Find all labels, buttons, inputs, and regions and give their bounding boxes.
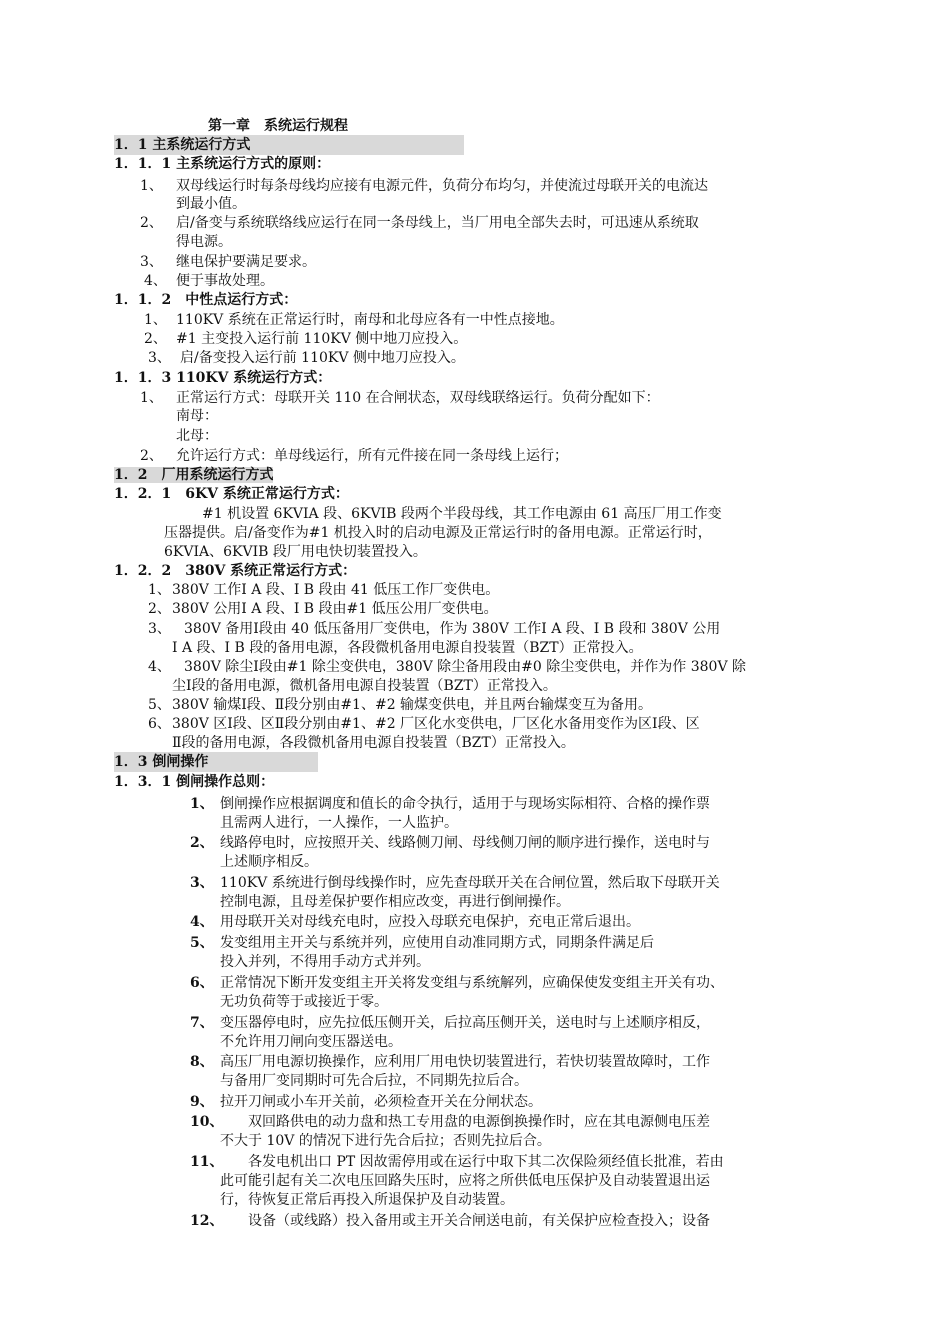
list-item-text: 线路停电时，应按照开关、线路侧刀闸、母线侧刀闸的顺序进行操作，送电时与: [220, 835, 710, 851]
list-item-number: 3、: [148, 350, 171, 366]
list-item-number: 1、: [190, 796, 214, 812]
list-item-text: 不大于 10V 的情况下进行先合后拉；否则先拉后合。: [220, 1133, 551, 1149]
list-item-text: 倒闸操作应根据调度和值长的命令执行，适用于与现场实际相符、合格的操作票: [220, 796, 710, 812]
list-item-number: 1、: [140, 390, 163, 406]
list-item-number: 4、: [190, 914, 214, 930]
list-item-number: 1、: [140, 178, 163, 194]
list-item-number: 3、: [140, 254, 163, 270]
list-item-number: 10、: [190, 1114, 224, 1130]
list-item-number: 3、: [148, 621, 171, 637]
list-item-number: 5、: [190, 935, 214, 951]
subsection-heading-1-1-3: 1．1．3 110KV 系统运行方式：: [114, 370, 332, 386]
subsection-heading-1-1-1: 1．1．1 主系统运行方式的原则：: [114, 156, 331, 172]
section-heading-1-2: [114, 465, 273, 485]
list-item-text: 控制电源，且母差保护要作相应改变，再进行倒闸操作。: [220, 894, 570, 910]
list-item-number: 4、: [148, 659, 171, 675]
list-item-number: 2、: [140, 215, 163, 231]
section-heading-text: 1．2 厂用系统运行方式: [114, 467, 274, 483]
list-item-number: 2、: [148, 601, 171, 617]
list-item-text: 启/备变投入运行前 110KV 侧中地刀应投入。: [180, 350, 465, 366]
list-item-text: 380V 除尘Ⅰ段由#1 除尘变供电，380V 除尘备用段由#0 除尘变供电，并作为作 380V 除: [184, 659, 747, 675]
list-item-number: 11、: [190, 1154, 224, 1170]
list-item-text: 拉开刀闸或小车开关前，必须检查开关在分闸状态。: [220, 1094, 542, 1110]
list-item-text: Ⅰ A 段、Ⅰ B 段的备用电源，各段微机备用电源自投装置（BZT）正常投入。: [172, 640, 643, 656]
list-item-number: 2、: [190, 835, 214, 851]
list-item-text: 继电保护要满足要求。: [176, 254, 316, 270]
list-item-text: 110KV 系统在正常运行时，南母和北母应各有一中性点接地。: [176, 312, 564, 328]
list-item-number: 6、: [190, 975, 214, 991]
list-item-number: 2、: [140, 448, 163, 464]
list-item-subtext: 南母：: [176, 408, 218, 424]
list-item-number: 8、: [190, 1054, 214, 1070]
list-item-number: 2、: [144, 331, 167, 347]
list-item-text: 启/备变与系统联络线应运行在同一条母线上，当厂用电全部失去时，可迅速从系统取: [176, 215, 699, 231]
list-item-text: 380V 备用Ⅰ段由 40 低压备用厂变供电，作为 380V 工作Ⅰ A 段、Ⅰ B 段和 380V 公用: [184, 621, 721, 637]
list-item-text: 允许运行方式：单母线运行，所有元件接在同一条母线上运行；: [176, 448, 568, 464]
list-item-number: 1、: [144, 312, 167, 328]
list-item-number: 5、: [148, 697, 171, 713]
list-item-text: 设备（或线路）投入备用或主开关合闸送电前，有关保护应检查投入；设备: [248, 1213, 710, 1229]
list-item-subtext: 北母：: [176, 428, 218, 444]
list-item-text: #1 主变投入运行前 110KV 侧中地刀应投入。: [176, 331, 468, 347]
list-item-text: 双回路供电的动力盘和热工专用盘的电源倒换操作时，应在其电源侧电压差: [248, 1114, 710, 1130]
list-item-text: 380V 公用Ⅰ A 段、Ⅰ B 段由#1 低压公用厂变供电。: [172, 601, 498, 617]
list-item-text: 尘Ⅰ段的备用电源，微机备用电源自投装置（BZT）正常投入。: [172, 678, 557, 694]
section-heading-1-3: 1．3 倒闸操作: [114, 752, 318, 772]
list-item-text: 正常情况下断开发变组主开关将发变组与系统解列，应确保使发变组主开关有功、: [220, 975, 724, 991]
list-item-text: 无功负荷等于或接近于零。: [220, 994, 388, 1010]
list-item-text: 行，待恢复正常后再投入所退保护及自动装置。: [220, 1192, 514, 1208]
list-item-number: 4、: [144, 273, 167, 289]
list-item-text: 与备用厂变同期时可先合后拉，不同期先拉后合。: [220, 1073, 528, 1089]
subsection-heading-1-3-1: 1．3．1 倒闸操作总则：: [114, 774, 275, 790]
subsection-heading-1-1-2: 1．1．2 中性点运行方式：: [114, 292, 298, 308]
list-item-text: 投入并列，不得用手动方式并列。: [220, 954, 430, 970]
list-item-text: 到最小值。: [176, 196, 246, 212]
list-item-text: 变压器停电时，应先拉低压侧开关，后拉高压侧开关，送电时与上述顺序相反，: [220, 1015, 710, 1031]
list-item-text: 380V 工作Ⅰ A 段、Ⅰ B 段由 41 低压工作厂变供电。: [172, 582, 500, 598]
list-item-text: 高压厂用电源切换操作，应利用厂用电快切装置进行，若快切装置故障时，工作: [220, 1054, 710, 1070]
section-heading-1-1: 1．1 主系统运行方式: [114, 135, 464, 155]
list-item-text: 110KV 系统进行倒母线操作时，应先查母联开关在合闸位置，然后取下母联开关: [220, 875, 720, 891]
subsection-heading-1-2-1: 1．2．1 6KV 系统正常运行方式：: [114, 486, 349, 502]
paragraph-line: 压器提供。启/备变作为#1 机投入时的启动电源及正常运行时的备用电源。正常运行时，: [164, 525, 712, 541]
list-item-text: 380V 输煤Ⅰ段、Ⅱ段分别由#1、#2 输煤变供电，并且两台输煤变互为备用。: [172, 697, 653, 713]
list-item-text: 得电源。: [176, 234, 232, 250]
list-item-number: 7、: [190, 1015, 214, 1031]
list-item-text: 此可能引起有关二次电压回路失压时，应将之所供低电压保护及自动装置退出运: [220, 1173, 710, 1189]
paragraph-line: 6KVⅠA、6KVⅠB 段厂用电快切装置投入。: [164, 544, 427, 560]
list-item-number: 3、: [190, 875, 214, 891]
list-item-text: 不允许用刀闸向变压器送电。: [220, 1034, 402, 1050]
list-item-text: 发变组用主开关与系统并列，应使用自动准同期方式，同期条件满足后: [220, 935, 654, 951]
paragraph-line: #1 机设置 6KVⅠA 段、6KVⅠB 段两个半段母线，其工作电源由 61 高压厂用工作变: [202, 506, 722, 522]
list-item-text: 380V 区Ⅰ段、区Ⅱ段分别由#1、#2 厂区化水变供电，厂区化水备用变作为区Ⅰ段、区: [172, 716, 700, 732]
list-item-text: 上述顺序相反。: [220, 854, 318, 870]
list-item-number: 1、: [148, 582, 171, 598]
list-item-number: 9、: [190, 1094, 214, 1110]
list-item-text: 各发电机出口 PT 因故需停用或在运行中取下其二次保险须经值长批准，若由: [248, 1154, 724, 1170]
list-item-text: 双母线运行时每条母线均应接有电源元件，负荷分布均匀，并使流过母联开关的电流达: [176, 178, 708, 194]
list-item-number: 12、: [190, 1213, 224, 1229]
list-item-text: 用母联开关对母线充电时，应投入母联充电保护，充电正常后退出。: [220, 914, 640, 930]
list-item-number: 6、: [148, 716, 171, 732]
list-item-text: 便于事故处理。: [176, 273, 274, 289]
subsection-heading-1-2-2: 1．2．2 380V 系统正常运行方式：: [114, 563, 357, 579]
chapter-title: 第一章 系统运行规程: [208, 118, 348, 134]
list-item-text: 且需两人进行，一人操作，一人监护。: [220, 815, 458, 831]
list-item-text: 正常运行方式：母联开关 110 在合闸状态，双母线联络运行。负荷分配如下：: [176, 390, 660, 406]
list-item-text: Ⅱ段的备用电源，各段微机备用电源自投装置（BZT）正常投入。: [172, 735, 575, 751]
